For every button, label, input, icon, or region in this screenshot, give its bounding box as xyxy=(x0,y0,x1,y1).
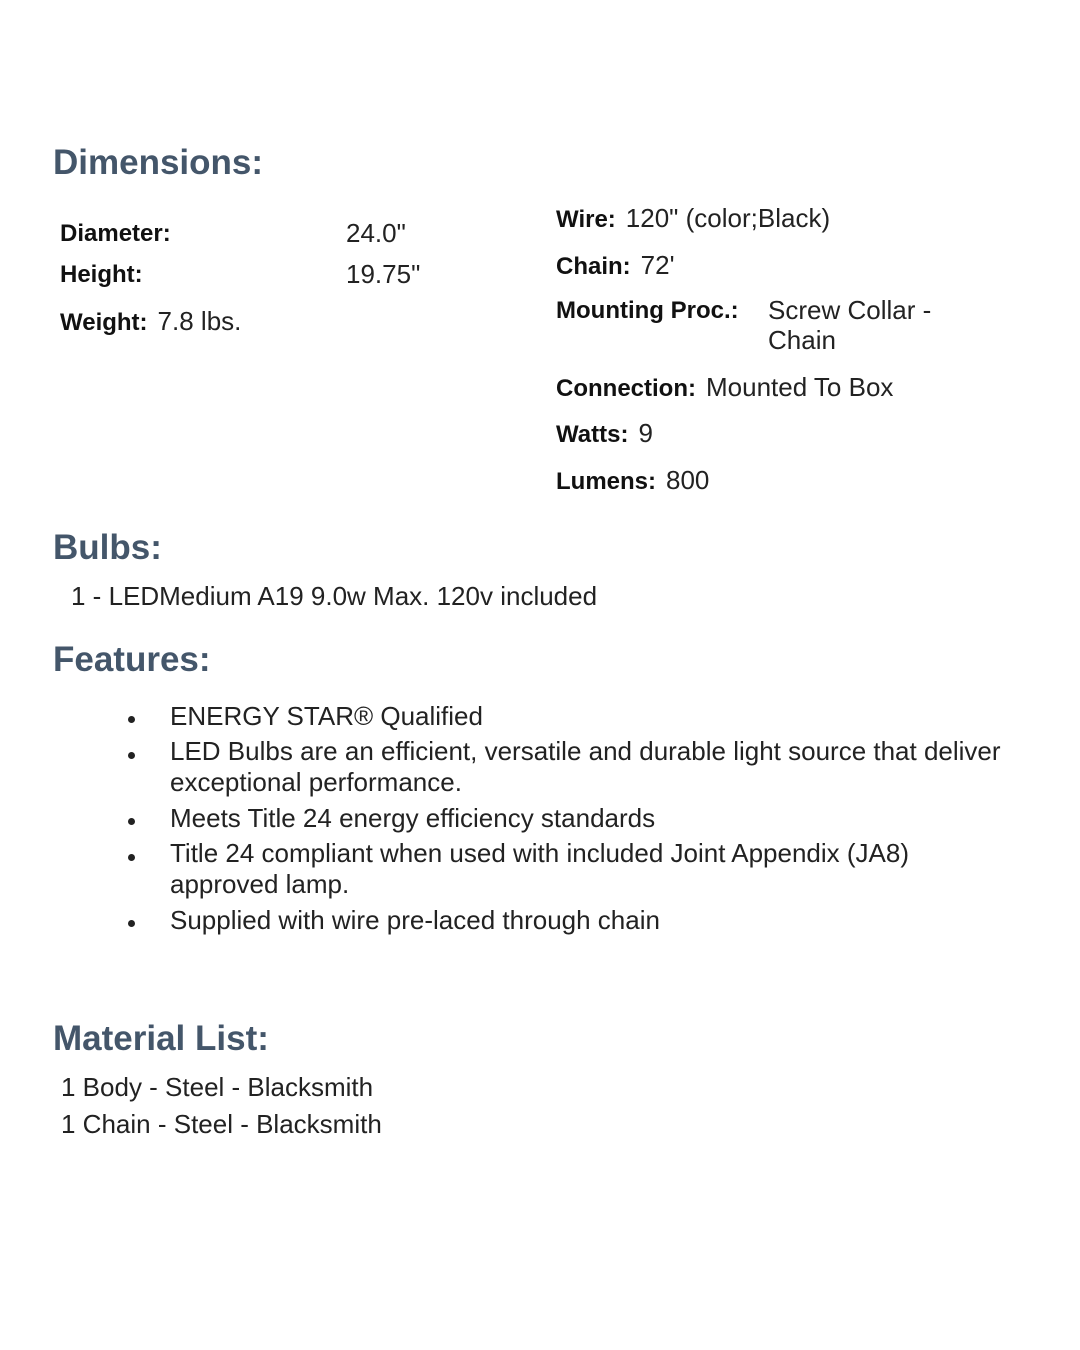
mounting-value-line2: Chain xyxy=(768,325,836,355)
connection-row xyxy=(556,374,893,401)
material-item: 1 Body - Steel - Blacksmith xyxy=(61,1072,374,1102)
watts-row xyxy=(556,420,653,447)
chain-value: 72' xyxy=(640,250,675,280)
bullet-icon xyxy=(128,920,135,927)
connection-value: Mounted To Box xyxy=(705,372,894,402)
weight-label: Weight: xyxy=(60,309,148,336)
feature-item: Meets Title 24 energy efficiency standards xyxy=(170,803,656,833)
lumens-label: Lumens: xyxy=(556,468,657,495)
mounting-value-line1: Screw Collar - xyxy=(768,295,932,325)
diameter-label: Diameter: xyxy=(60,220,171,247)
wire-label: Wire: xyxy=(556,206,616,233)
lumens-row xyxy=(556,467,709,494)
bulbs-line: 1 - LEDMedium A19 9.0w Max. 120v included xyxy=(71,581,598,611)
bullet-icon xyxy=(128,716,135,723)
bulbs-heading: Bulbs: xyxy=(53,528,162,567)
wire-row xyxy=(556,205,830,232)
feature-item: Title 24 compliant when used with included Joint Appendix (JA8) approved lamp. xyxy=(170,838,910,899)
height-label: Height: xyxy=(60,261,143,288)
diameter-value: 24.0" xyxy=(346,218,406,248)
lumens-value: 800 xyxy=(666,465,710,495)
bullet-icon xyxy=(128,818,135,825)
bullet-icon xyxy=(128,854,135,861)
bullet-icon xyxy=(128,752,135,759)
weight-value: 7.8 lbs. xyxy=(157,306,242,336)
feature-item: LED Bulbs are an efficient, versatile and durable light source that deliver exceptional performance. xyxy=(170,736,1001,797)
wire-value: 120" (color;Black) xyxy=(625,203,831,233)
watts-label: Watts: xyxy=(556,421,629,448)
chain-row xyxy=(556,252,675,279)
mounting-label: Mounting Proc.: xyxy=(556,297,739,324)
weight-row xyxy=(60,308,241,335)
material-list-heading: Material List: xyxy=(53,1019,269,1058)
dimensions-heading: Dimensions: xyxy=(53,143,264,182)
feature-item: ENERGY STAR® Qualified xyxy=(170,701,483,731)
chain-label: Chain: xyxy=(556,253,631,280)
height-value: 19.75" xyxy=(346,259,421,289)
material-item: 1 Chain - Steel - Blacksmith xyxy=(61,1109,382,1139)
features-heading: Features: xyxy=(53,640,211,679)
connection-label: Connection: xyxy=(556,375,696,402)
feature-item: Supplied with wire pre-laced through chain xyxy=(170,905,660,935)
watts-value: 9 xyxy=(638,418,653,448)
